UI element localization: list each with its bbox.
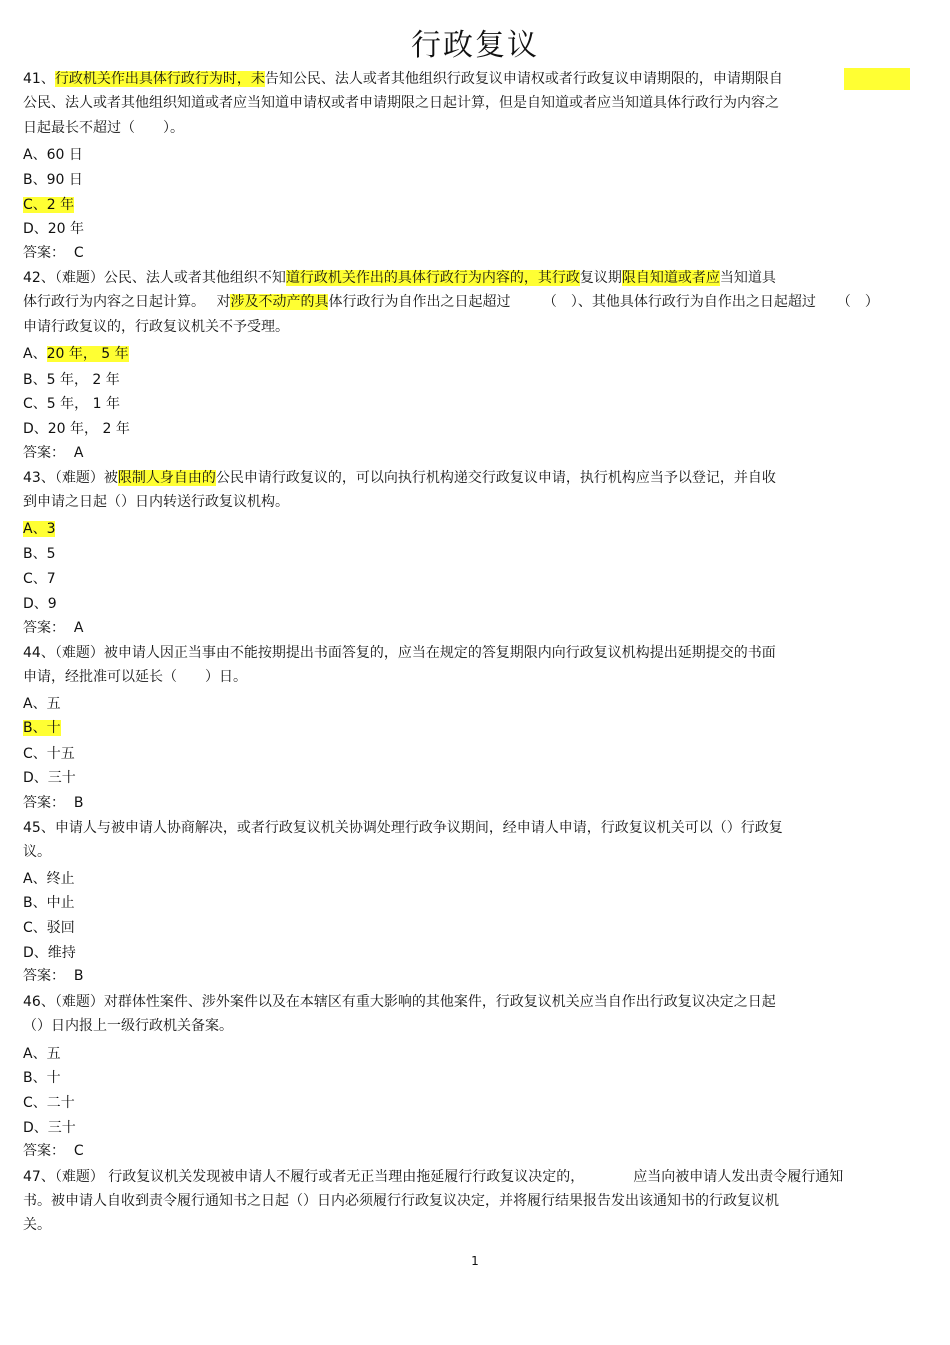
option-44-b: B、十 <box>23 720 61 736</box>
answer-42: 答案： A <box>23 445 84 461</box>
page-number: 1 <box>471 1254 479 1268</box>
question-44-line1: 44、（难题）被申请人因正当事由不能按期提出书面答复的，应当在规定的答复期限内向行政复议机构提出延期提交的书面 <box>23 645 776 661</box>
option-45-d: D、维持 <box>23 945 76 961</box>
option-41-d: D、20 年 <box>23 221 85 237</box>
option-46-b: B、十 <box>23 1070 61 1086</box>
option-43-a: A、3 <box>23 521 56 537</box>
option-42-c: C、5 年， 1 年 <box>23 396 120 412</box>
option-45-b: B、中止 <box>23 895 75 911</box>
question-47-line2: 书。被申请人自收到责令履行通知书之日起（）日内必须履行行政复议决定，并将履行结果报告发出该通知书的行政复议机 <box>23 1193 779 1209</box>
question-45-line1: 45、申请人与被申请人协商解决，或者行政复议机关协调处理行政争议期间，经申请人申请，行政复议机关可以（）行政复 <box>23 820 783 836</box>
option-43-c: C、7 <box>23 571 56 587</box>
highlight-mark <box>844 68 910 90</box>
question-41-line1: 41、行政机关作出具体行政行为时，未告知公民、法人或者其他组织行政复议申请权或者行政复议申请期限的，申请期限自 <box>23 71 783 87</box>
option-41-c: C、2 年 <box>23 197 75 213</box>
option-44-d: D、三十 <box>23 770 76 786</box>
option-46-d: D、三十 <box>23 1120 76 1136</box>
option-43-d: D、9 <box>23 596 57 612</box>
document-title: 行政复议 <box>411 28 539 63</box>
answer-43: 答案： A <box>23 620 84 636</box>
question-46-line2: （）日内报上一级行政机关备案。 <box>23 1018 233 1034</box>
question-44-line2: 申请，经批准可以延长（ ）日。 <box>23 669 247 685</box>
question-41-line3: 日起最长不超过（ ）。 <box>23 120 184 136</box>
question-46-line1: 46、（难题）对群体性案件、涉外案件以及在本辖区有重大影响的其他案件，行政复议机关应当自作出行政复议决定之日起 <box>23 994 776 1010</box>
question-43-line2: 到申请之日起（）日内转送行政复议机构。 <box>23 494 289 510</box>
answer-46: 答案： C <box>23 1143 84 1159</box>
option-43-b: B、5 <box>23 546 56 562</box>
option-42-a: A、20 年， 5 年 <box>23 346 129 362</box>
question-41-line2: 公民、法人或者其他组织知道或者应当知道申请权或者申请期限之日起计算，但是自知道或者应当知道具体行政行为内容之 <box>23 95 779 111</box>
question-47-line3: 关。 <box>23 1217 51 1233</box>
option-45-c: C、驳回 <box>23 920 75 936</box>
option-46-a: A、五 <box>23 1046 61 1062</box>
option-44-a: A、五 <box>23 696 61 712</box>
option-44-c: C、十五 <box>23 746 75 762</box>
question-43-line1: 43、（难题）被限制人身自由的公民申请行政复议的，可以向执行机构递交行政复议申请，执行机构应当予以登记，并自收 <box>23 470 776 486</box>
question-42-line1: 42、（难题）公民、法人或者其他组织不知道行政机关作出的具体行政行为内容的，其行政复议期限自知道或者应当知道具 <box>23 270 776 286</box>
question-42-line3: 申请行政复议的，行政复议机关不予受理。 <box>23 319 289 335</box>
option-41-a: A、60 日 <box>23 147 83 163</box>
option-42-d: D、20 年， 2 年 <box>23 421 130 437</box>
question-47-line1: 47、（难题） 行政复议机关发现被申请人不履行或者无正当理由拖延履行行政复议决定的， 应当向被申请人发出责令履行通知 <box>23 1169 844 1185</box>
question-42-line2: 体行政行为内容之日起计算。 对涉及不动产的具体行政行为自作出之日起超过 （ ）、其他具体行政行为自作出之日起超过 （ ） <box>23 294 879 310</box>
answer-45: 答案： B <box>23 968 84 984</box>
option-41-b: B、90 日 <box>23 172 83 188</box>
option-46-c: C、二十 <box>23 1095 75 1111</box>
answer-41: 答案： C <box>23 245 84 261</box>
option-42-b: B、5 年， 2 年 <box>23 372 120 388</box>
answer-44: 答案： B <box>23 795 84 811</box>
option-45-a: A、终止 <box>23 871 75 887</box>
question-45-line2: 议。 <box>23 844 51 860</box>
